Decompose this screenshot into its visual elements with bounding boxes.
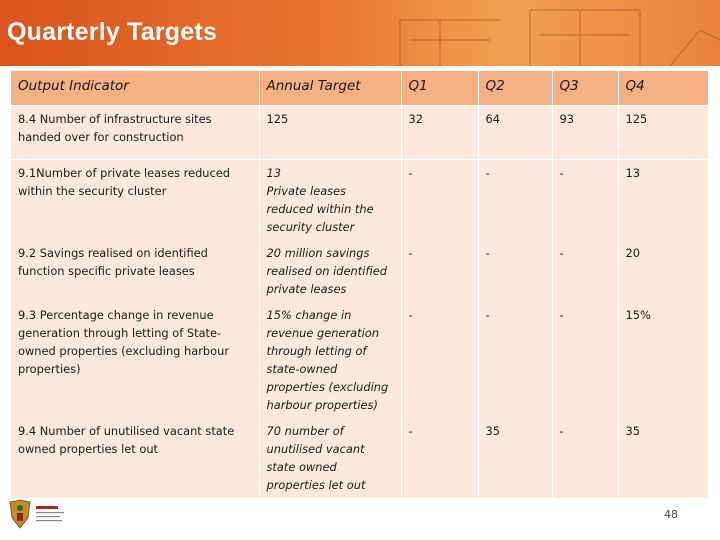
cell-annual-target: 13 Private leases reduced within the security cluster (259, 160, 401, 241)
cell-indicator: 9.1Number of private leases reduced within the security cluster (11, 160, 259, 241)
table-row (11, 302, 708, 418)
cell-annual-target: 125 (259, 106, 401, 160)
cell-q1: - (401, 240, 478, 302)
coat-of-arms-logo (6, 498, 70, 534)
cell-annual-target: 70 number of unutilised vacant state owned properties let out (259, 418, 401, 498)
column-header-q4: Q4 (618, 71, 708, 106)
infrastructure-illustration (380, 0, 720, 66)
cell-q1: - (401, 160, 478, 241)
cell-q4: 125 (618, 106, 708, 160)
title-banner (0, 0, 720, 66)
cell-q2: 35 (478, 418, 552, 498)
table-row (11, 240, 708, 302)
column-header-q2: Q2 (478, 71, 552, 106)
cell-annual-target: 20 million savings realised on identified private leases (259, 240, 401, 302)
cell-q1: 32 (401, 106, 478, 160)
cell-q2: - (478, 240, 552, 302)
cell-q4: 13 (618, 160, 708, 241)
page-number: 48 (664, 508, 678, 521)
cell-indicator: 8.4 Number of infrastructure sites handed over for construction (11, 106, 259, 160)
cell-q4: 35 (618, 418, 708, 498)
quarterly-targets-table (11, 71, 708, 498)
cell-q3: - (552, 160, 618, 241)
column-header-q3: Q3 (552, 71, 618, 106)
cell-indicator: 9.3 Percentage change in revenue generation through letting of State-owned properties (excluding harbour properties) (11, 302, 259, 418)
cell-indicator: 9.2 Savings realised on identified function specific private leases (11, 240, 259, 302)
cell-q4: 20 (618, 240, 708, 302)
column-header-q1: Q1 (401, 71, 478, 106)
cell-q4: 15% (618, 302, 708, 418)
table-header-row (11, 71, 708, 106)
table-row (11, 106, 708, 160)
column-header-output-indicator: Output Indicator (11, 71, 259, 106)
cell-q1: - (401, 302, 478, 418)
cell-q3: 93 (552, 106, 618, 160)
table-row (11, 418, 708, 498)
cell-annual-target: 15% change in revenue generation through letting of state-owned properties (excluding harbour properties) (259, 302, 401, 418)
cell-q1: - (401, 418, 478, 498)
cell-indicator: 9.4 Number of unutilised vacant state owned properties let out (11, 418, 259, 498)
cell-q2: - (478, 160, 552, 241)
cell-q3: - (552, 418, 618, 498)
cell-q3: - (552, 302, 618, 418)
table-row (11, 160, 708, 241)
cell-q2: 64 (478, 106, 552, 160)
cell-q2: - (478, 302, 552, 418)
cell-q3: - (552, 240, 618, 302)
column-header-annual-target: Annual Target (259, 71, 401, 106)
page-title: Quarterly Targets (7, 18, 217, 46)
